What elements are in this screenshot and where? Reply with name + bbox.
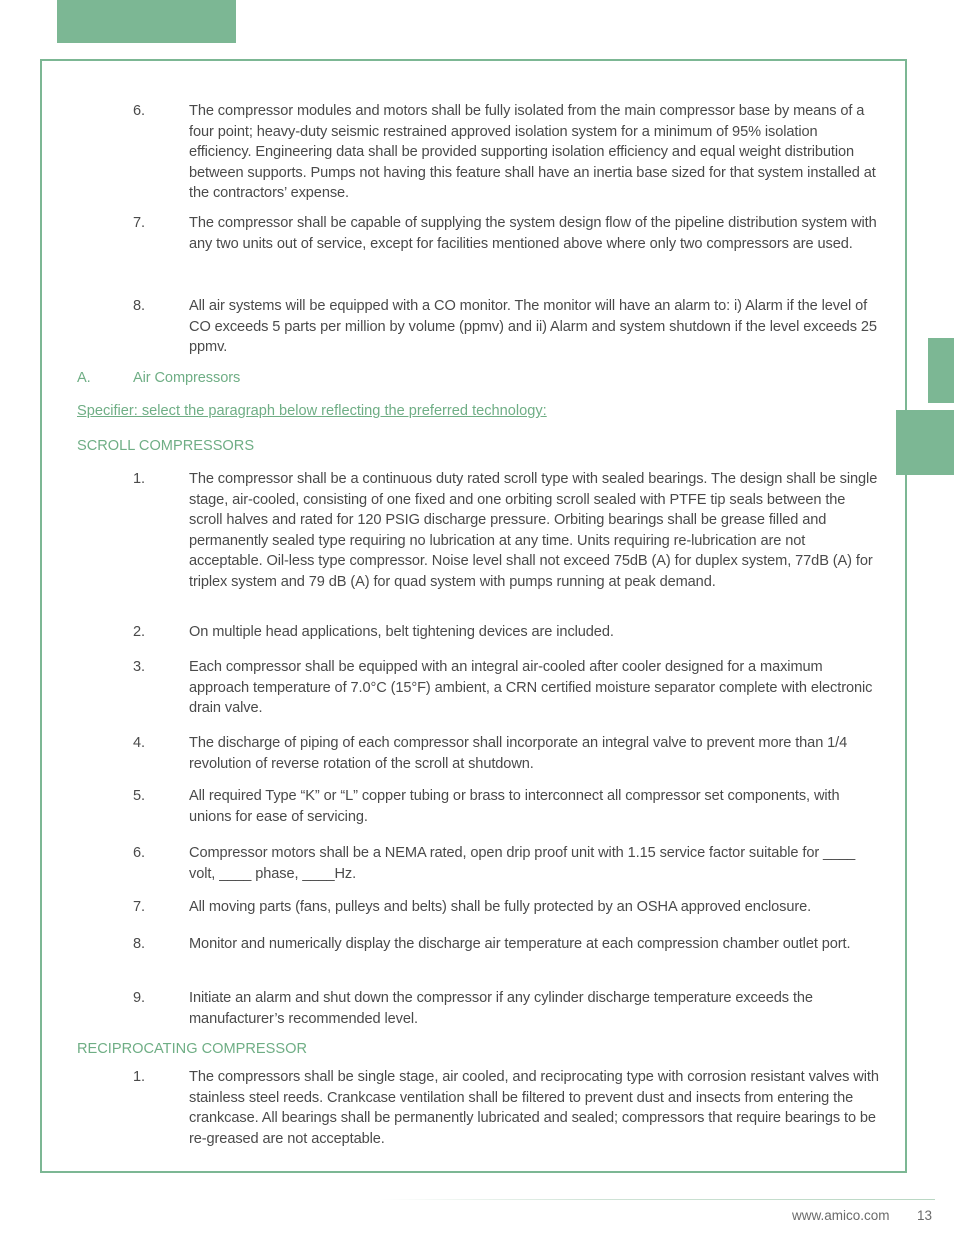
header-tab — [57, 0, 236, 43]
list-item-number: 1. — [133, 471, 145, 487]
list-item-text: All required Type “K” or “L” copper tubing or brass to interconnect all compressor set components, with unions for ease of servicing. — [189, 788, 840, 825]
list-item-text: Initiate an alarm and shut down the compressor if any cylinder discharge temperature exceeds the manufacturer’s recommended level. — [189, 990, 813, 1027]
reciprocating-heading: RECIPROCATING COMPRESSOR — [77, 1041, 308, 1057]
list-item-number: 8. — [133, 936, 145, 952]
list-item-text: Each compressor shall be equipped with an integral air-cooled after cooler designed for a maximum approach temperature of 7.0°C (15°F) ambient, a CRN certified moisture separator complete with electronic drain valve. — [189, 659, 873, 717]
list-item-number: 7. — [133, 899, 145, 915]
list-item-number: 5. — [133, 788, 145, 804]
list-item-text: The compressors shall be single stage, air cooled, and reciprocating type with corrosion resistant valves with stainless steel reeds. Crankcase ventilation shall be filtered to prevent dust and insects from entering the crankcase. All bearings shall be permanently lubricated and sealed; compressors that require bearings to be re-greased are not acceptable. — [189, 1069, 879, 1147]
list-item-number: 7. — [133, 215, 145, 231]
footer-url: www.amico.com — [792, 1208, 890, 1223]
list-item-text: Compressor motors shall be a NEMA rated, open drip proof unit with 1.15 service factor suitable for ____ volt, ____ phase, ____Hz. — [189, 845, 856, 882]
list-item-number: 4. — [133, 735, 145, 751]
list-item-number: 9. — [133, 990, 145, 1006]
list-item-text: Monitor and numerically display the discharge air temperature at each compression chamber outlet port. — [189, 936, 851, 952]
list-item-number: 1. — [133, 1069, 145, 1085]
list-item-number: 8. — [133, 298, 145, 314]
list-item-number: 6. — [133, 103, 145, 119]
side-tab-upper — [928, 338, 954, 403]
section-title: Air Compressors — [133, 370, 241, 386]
list-item-text: The discharge of piping of each compressor shall incorporate an integral valve to prevent more than 1/4 revolution of reverse rotation of the scroll at shutdown. — [189, 735, 848, 772]
footer-divider — [380, 1199, 935, 1200]
list-item-text: The compressor shall be capable of supplying the system design flow of the pipeline distribution system with any two units out of service, except for facilities mentioned above where only two compressors are used. — [189, 215, 877, 252]
list-item-number: 2. — [133, 624, 145, 640]
list-item-text: All air systems will be equipped with a CO monitor. The monitor will have an alarm to: i) Alarm if the level of CO exceeds 5 parts per million by volume (ppmv) and ii) Alarm and system shutdown if the level exceeds 25 ppmv. — [189, 298, 877, 356]
section-letter: A. — [77, 370, 91, 386]
list-item-text: On multiple head applications, belt tightening devices are included. — [189, 624, 614, 640]
list-item-text: All moving parts (fans, pulleys and belts) shall be fully protected by an OSHA approved enclosure. — [189, 899, 812, 915]
specifier-note: Specifier: select the paragraph below reflecting the preferred technology: — [77, 403, 547, 419]
list-item-text: The compressor modules and motors shall be fully isolated from the main compressor base by means of a four point; heavy-duty seismic restrained approved isolation system for a minimum of 95% isolation efficiency. Engineering data shall be provided supporting isolation efficiency and equal weight distribution between supports. Pumps not having this feature shall have an inertia base sized for that system installed at the contractors’ expense. — [189, 103, 876, 202]
list-item-text: The compressor shall be a continuous duty rated scroll type with sealed bearings. The design shall be single stage, air-cooled, consisting of one fixed and one orbiting scroll sealed with PTFE tip seals between the scroll halves and rated for 120 PSIG discharge pressure. Orbiting bearings shall be grease filled and permanently sealed type requiring no lubrication at any time. Units requiring re-lubrication are not acceptable. Oil-less type compressor. Noise level shall not exceed 75dB (A) for duplex system, 77dB (A) for triplex system and 79 dB (A) for quad system with pumps running at peak demand. — [189, 471, 878, 590]
list-item-number: 6. — [133, 845, 145, 861]
page-number: 13 — [917, 1208, 933, 1223]
list-item-number: 3. — [133, 659, 145, 675]
scroll-heading: SCROLL COMPRESSORS — [77, 438, 255, 454]
